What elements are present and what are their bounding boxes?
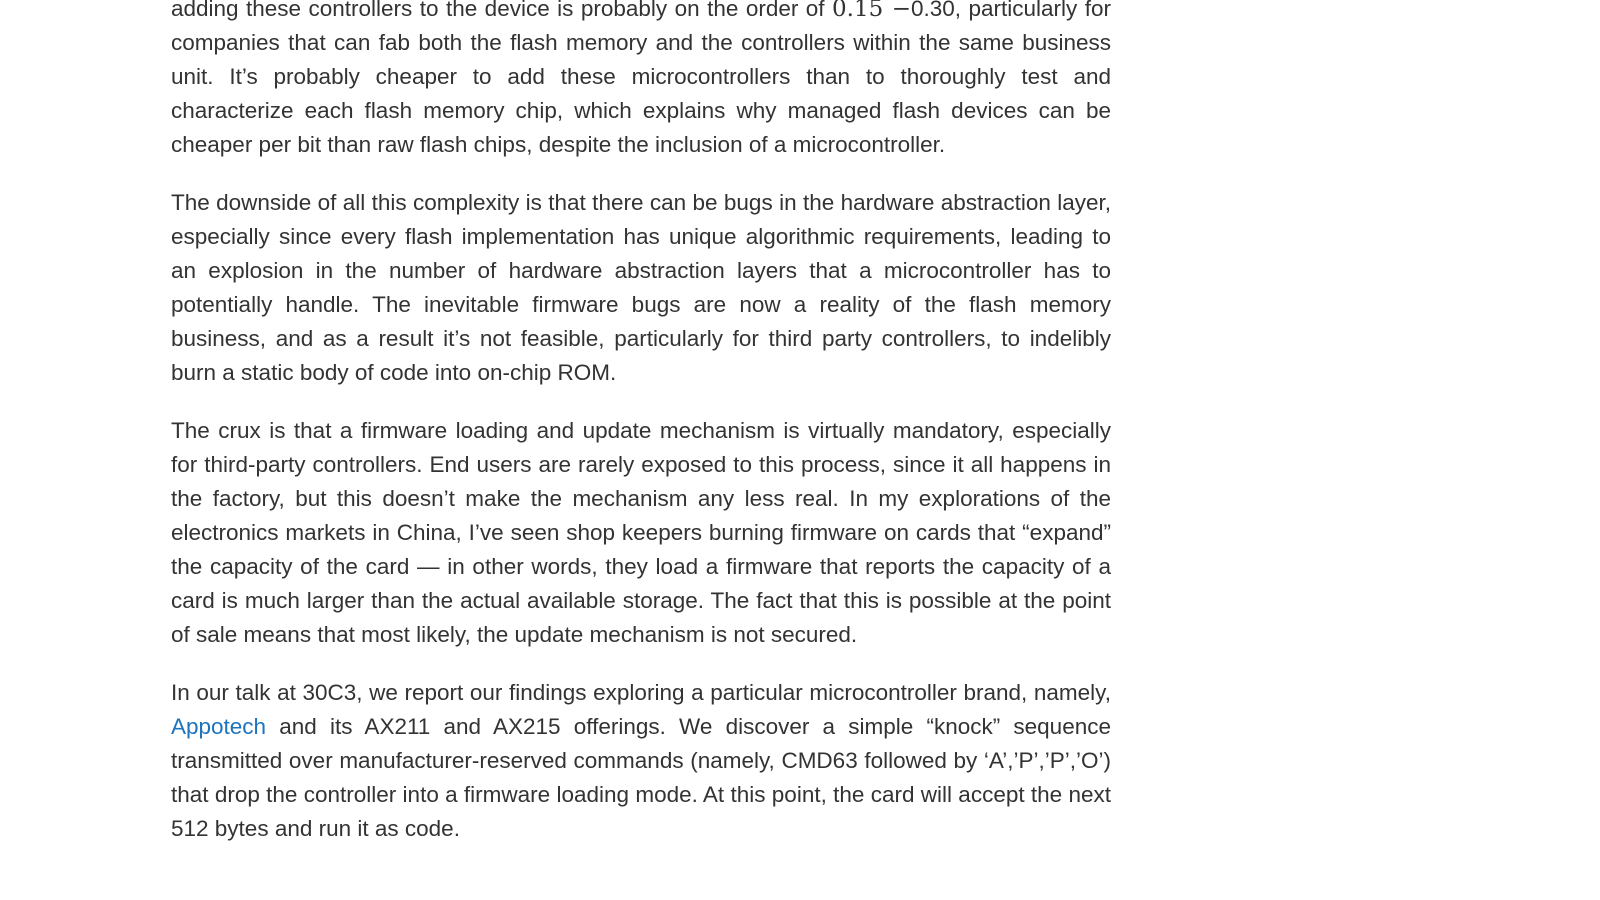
paragraph-cost-text-end: 0.30, particularly for companies that can fab both the flash memory and the controllers within the same business unit. It’s probably cheaper to add these microcontrollers than to thoroughly test and characterize each flash memory chip, which explains why managed flash devices can be cheaper per bit than raw flash chips, despite the inclusion of a microcontroller.	[171, 0, 1111, 157]
paragraph-cost-text-start: adding these controllers to the device is probably on the order of	[171, 0, 833, 21]
article-body	[171, 0, 1111, 870]
paragraph-crux: The crux is that a firmware loading and update mechanism is virtually mandatory, especially for third-party controllers. End users are rarely exposed to this process, since it all happens in the factory, but this doesn’t make the mechanism any less real. In my explorations of the electronics markets in China, I’ve seen shop keepers burning firmware on cards that “expand” the capacity of the card — in other words, they load a firmware that reports the capacity of a card is much larger than the actual available storage. The fact that this is possible at the point of sale means that most likely, the update mechanism is not secured.	[171, 418, 1111, 647]
appotech-link[interactable]: Appotech	[171, 714, 267, 739]
paragraph-talk	[171, 676, 1111, 846]
math-expression: 0.15 −	[832, 0, 912, 22]
paragraph-talk-text-start: In our talk at 30C3, we report our findings exploring a particular microcontroller brand, namely,	[171, 680, 1111, 705]
paragraph-talk-text-end: and its AX211 and AX215 offerings. We discover a simple “knock” sequence transmitted over manufacturer-reserved commands (namely, CMD63 followed by ‘A’,’P’,’P’,’O’) that drop the controller into a firmware loading mode. At this point, the card will accept the next 512 bytes and run it as code.	[171, 714, 1111, 841]
paragraph-cost	[171, 0, 1111, 162]
paragraph-downside: The downside of all this complexity is that there can be bugs in the hardware abstraction layer, especially since every flash implementation has unique algorithmic requirements, leading to an explosion in the number of hardware abstraction layers that a microcontroller has to potentially handle. The inevitable firmware bugs are now a reality of the flash memory business, and as a result it’s not feasible, particularly for third party controllers, to indelibly burn a static body of code into on-chip ROM.	[171, 190, 1111, 385]
